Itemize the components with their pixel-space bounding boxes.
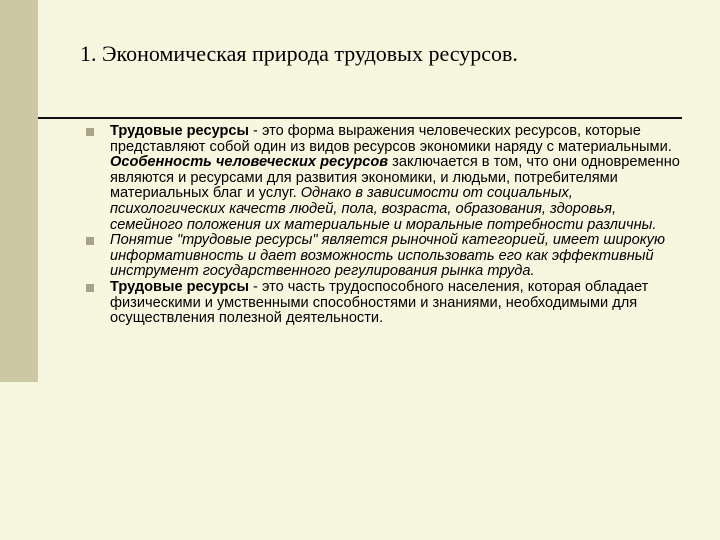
- left-accent-bar: [0, 0, 38, 382]
- bullet-list: [86, 124, 690, 327]
- bullet-item-human-resources: [86, 124, 690, 233]
- definition-term: Трудовые ресурсы: [110, 123, 249, 139]
- square-bullet-icon: [86, 237, 94, 245]
- bullet-item-working-population: [86, 280, 690, 327]
- title-divider: [38, 117, 682, 119]
- square-bullet-icon: [86, 284, 94, 292]
- definition-text: - это часть трудоспособного населения, которая обладает физическими и умственными способностями и знаниями, необходимыми для осуществления полезной деятельности.: [110, 278, 649, 327]
- definition-term: Трудовые ресурсы: [110, 278, 249, 295]
- square-bullet-icon: [86, 128, 94, 136]
- needs-text: Однако в зависимости от социальных, психологических качеств людей, пола, возраста, образования, здоровья, семейного положения их материальные и моральные потребности различны.: [110, 185, 657, 233]
- feature-text: заключается в том, что они одновременно являются и ресурсами для развития экономики, и людьми, потребителями материальных благ и услуг.: [110, 154, 680, 202]
- slide-title: 1. Экономическая природа трудовых ресурсов.: [80, 41, 518, 66]
- market-category-text: Понятие "трудовые ресурсы" является рыночной категорией, имеет широкую информативность и дает возможность использовать его как эффективный инструмент государственного регулирования рынка труда.: [110, 232, 665, 280]
- feature-term: Особенность человеческих ресурсов: [110, 154, 389, 171]
- bullet-item-market-category: [86, 233, 690, 280]
- definition-text: - это форма выражения человеческих ресурсов, которые представляют собой один из видов ресурсов экономики наряду с материальными.: [110, 123, 672, 155]
